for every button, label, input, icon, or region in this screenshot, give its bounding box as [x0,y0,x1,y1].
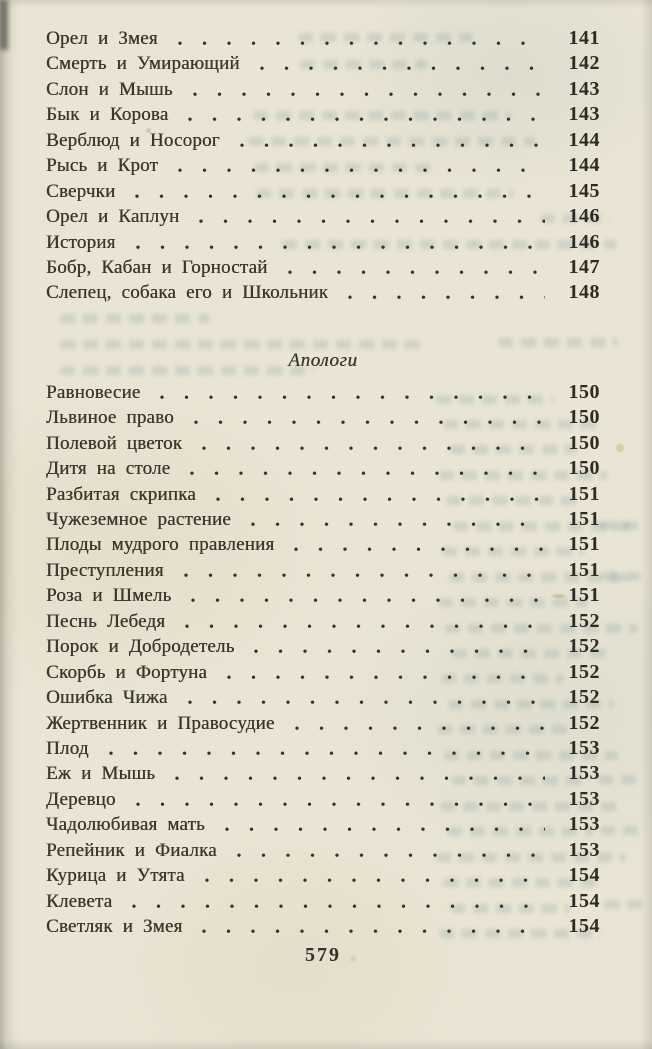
toc-entry-title: Разбитая скрипка [46,483,196,505]
toc-entry-page: 150 [568,380,600,403]
toc-section-fables [46,26,600,306]
dot-leader [190,204,545,229]
toc-entry-title: Репейник и Фиалка [46,839,217,861]
toc-entry-page: 153 [568,838,600,861]
toc-entry-page: 152 [568,686,600,709]
toc-entry [46,863,600,888]
bleedthrough-text-fragment [604,900,644,909]
toc-entry-page: 152 [568,660,600,683]
toc-entry [46,685,600,710]
dot-leader [179,685,545,710]
dot-leader [126,179,545,204]
dot-leader [151,380,545,405]
dot-leader [184,77,545,102]
toc-entry-page: 151 [568,558,600,581]
toc-entry-title: Слон и Мышь [46,78,173,100]
toc-entry-page: 144 [568,154,600,177]
toc-entry-title: Порок и Добродетель [46,636,235,658]
toc-entry-title: Сверчки [46,180,116,202]
bleedthrough-text-fragment [600,826,642,835]
dot-leader [193,431,545,456]
toc-entry [46,787,600,812]
toc-entry-title: Рысь и Крот [46,155,159,177]
toc-entry [46,456,600,481]
toc-entry-page: 151 [568,584,600,607]
toc-entry-title: История [46,231,116,253]
page-edge-shadow-top [0,0,652,8]
toc-entry-page: 153 [568,813,600,836]
toc-entry-page: 153 [568,787,600,810]
toc-entry-page: 151 [568,508,600,530]
dot-leader [196,863,545,888]
toc-entry-page: 154 [568,889,600,912]
dot-leader [181,456,545,481]
dot-leader [175,558,545,583]
toc-entry-page: 153 [568,762,600,785]
dot-leader [216,812,545,837]
toc-entry-page: 150 [568,406,600,429]
dot-leader [231,128,545,153]
toc-entry [46,634,600,659]
toc-entry-page: 145 [568,179,600,202]
toc-entry [46,507,600,532]
dot-leader [339,280,545,305]
dot-leader [176,609,545,634]
dot-leader [166,761,545,786]
table-of-contents [46,26,600,968]
toc-entry-title: Львиное право [46,407,174,429]
toc-entry-page: 154 [568,915,600,937]
toc-entry [46,558,600,583]
dot-leader [228,838,545,863]
scan-corner-shadow [0,0,8,50]
dot-leader [179,102,545,127]
toc-entry-page: 148 [568,281,600,304]
toc-entry-title: Деревцо [46,788,116,810]
toc-entry-page: 141 [568,27,600,49]
toc-entry-title: Чужеземное растение [46,509,231,530]
toc-entry-title: Светляк и Змея [46,916,183,937]
toc-entry [46,532,600,557]
toc-entry-page: 153 [568,736,600,759]
toc-entry [46,102,600,127]
toc-entry-title: Курица и Утята [46,865,185,887]
dot-leader [285,532,545,557]
toc-entry-title: Дитя на столе [46,458,171,480]
dot-leader [169,153,545,178]
toc-entry [46,431,600,456]
toc-entry [46,26,600,51]
toc-entry-title: Клевета [46,890,113,912]
toc-entry [46,280,600,305]
toc-entry [46,711,600,736]
toc-entry-title: Преступления [46,559,164,581]
dot-leader [207,482,545,507]
toc-entry [46,482,600,507]
toc-entry [46,405,600,430]
toc-entry [46,204,600,229]
toc-entry-title: Плоды мудрого правления [46,534,275,556]
toc-entry-page: 143 [568,103,600,126]
toc-entry [46,153,600,178]
toc-entry-title: Песнь Лебедя [46,610,166,632]
toc-entry [46,380,600,405]
toc-entry [46,583,600,608]
toc-entry-title: Плод [46,737,89,759]
toc-entry-page: 147 [568,255,600,278]
toc-entry [46,914,600,939]
toc-entry [46,838,600,863]
bleedthrough-text-fragment [598,775,642,784]
folio-page-number: 579 [305,944,341,967]
toc-entry-page: 150 [568,457,600,480]
toc-entry-page: 143 [568,77,600,100]
toc-section-apologues [46,380,600,940]
toc-entry-title: Роза и Шмель [46,585,172,607]
toc-entry-page: 151 [568,533,600,556]
toc-entry [46,77,600,102]
toc-entry-title: Ошибка Чижа [46,687,168,709]
toc-entry-page: 146 [568,230,600,253]
toc-entry-page: 151 [568,482,600,505]
toc-entry [46,761,600,786]
dot-leader [100,736,545,761]
toc-entry-page: 144 [568,128,600,151]
dot-leader [245,634,545,659]
dot-leader [169,26,545,51]
dot-leader [127,230,545,255]
toc-entry [46,889,600,914]
dot-leader [242,507,545,532]
toc-entry-title: Смерть и Умирающий [46,53,240,75]
toc-entry-title: Верблюд и Носорог [46,129,220,151]
toc-entry-page: 154 [568,864,600,887]
toc-entry [46,255,600,280]
toc-entry-title: Полевой цветок [46,432,183,454]
toc-entry [46,230,600,255]
dot-leader [286,711,545,736]
page-edge-shadow-bottom [0,1039,652,1049]
toc-entry [46,609,600,634]
toc-entry-title: Бобр, Кабан и Горностай [46,256,268,278]
toc-entry-title: Чадолюбивая мать [46,814,205,836]
toc-entry-title: Равновесие [46,381,141,403]
toc-entry-title: Жертвенник и Правосудие [46,712,275,734]
toc-entry [46,660,600,685]
toc-entry-page: 146 [568,205,600,228]
dot-leader [123,889,545,914]
toc-entry-page: 152 [568,711,600,734]
toc-entry-title: Орел и Каплун [46,206,180,228]
dot-leader [193,914,545,939]
toc-entry-title: Слепец, собака его и Школьник [46,282,329,304]
paper-speck [616,444,624,452]
toc-entry-page: 150 [568,431,600,454]
toc-entry-title: Скорбь и Фортуна [46,661,208,683]
dot-leader [182,583,545,608]
dot-leader [251,51,545,76]
toc-entry-title: Еж и Мышь [46,763,156,785]
dot-leader [279,255,546,280]
toc-entry [46,128,600,153]
toc-entry [46,736,600,761]
page-edge-shadow-left [0,0,20,1049]
dot-leader [185,405,545,430]
dot-leader [218,660,545,685]
toc-entry [46,51,600,76]
toc-entry-page: 152 [568,635,600,658]
toc-entry-title: Орел и Змея [46,28,158,49]
toc-entry [46,179,600,204]
toc-entry-page: 142 [568,52,600,75]
dot-leader [127,787,545,812]
toc-entry-page: 152 [568,609,600,632]
toc-entry [46,812,600,837]
section-heading-apologues: Апологи [288,349,358,371]
toc-entry-title: Бык и Корова [46,104,169,126]
